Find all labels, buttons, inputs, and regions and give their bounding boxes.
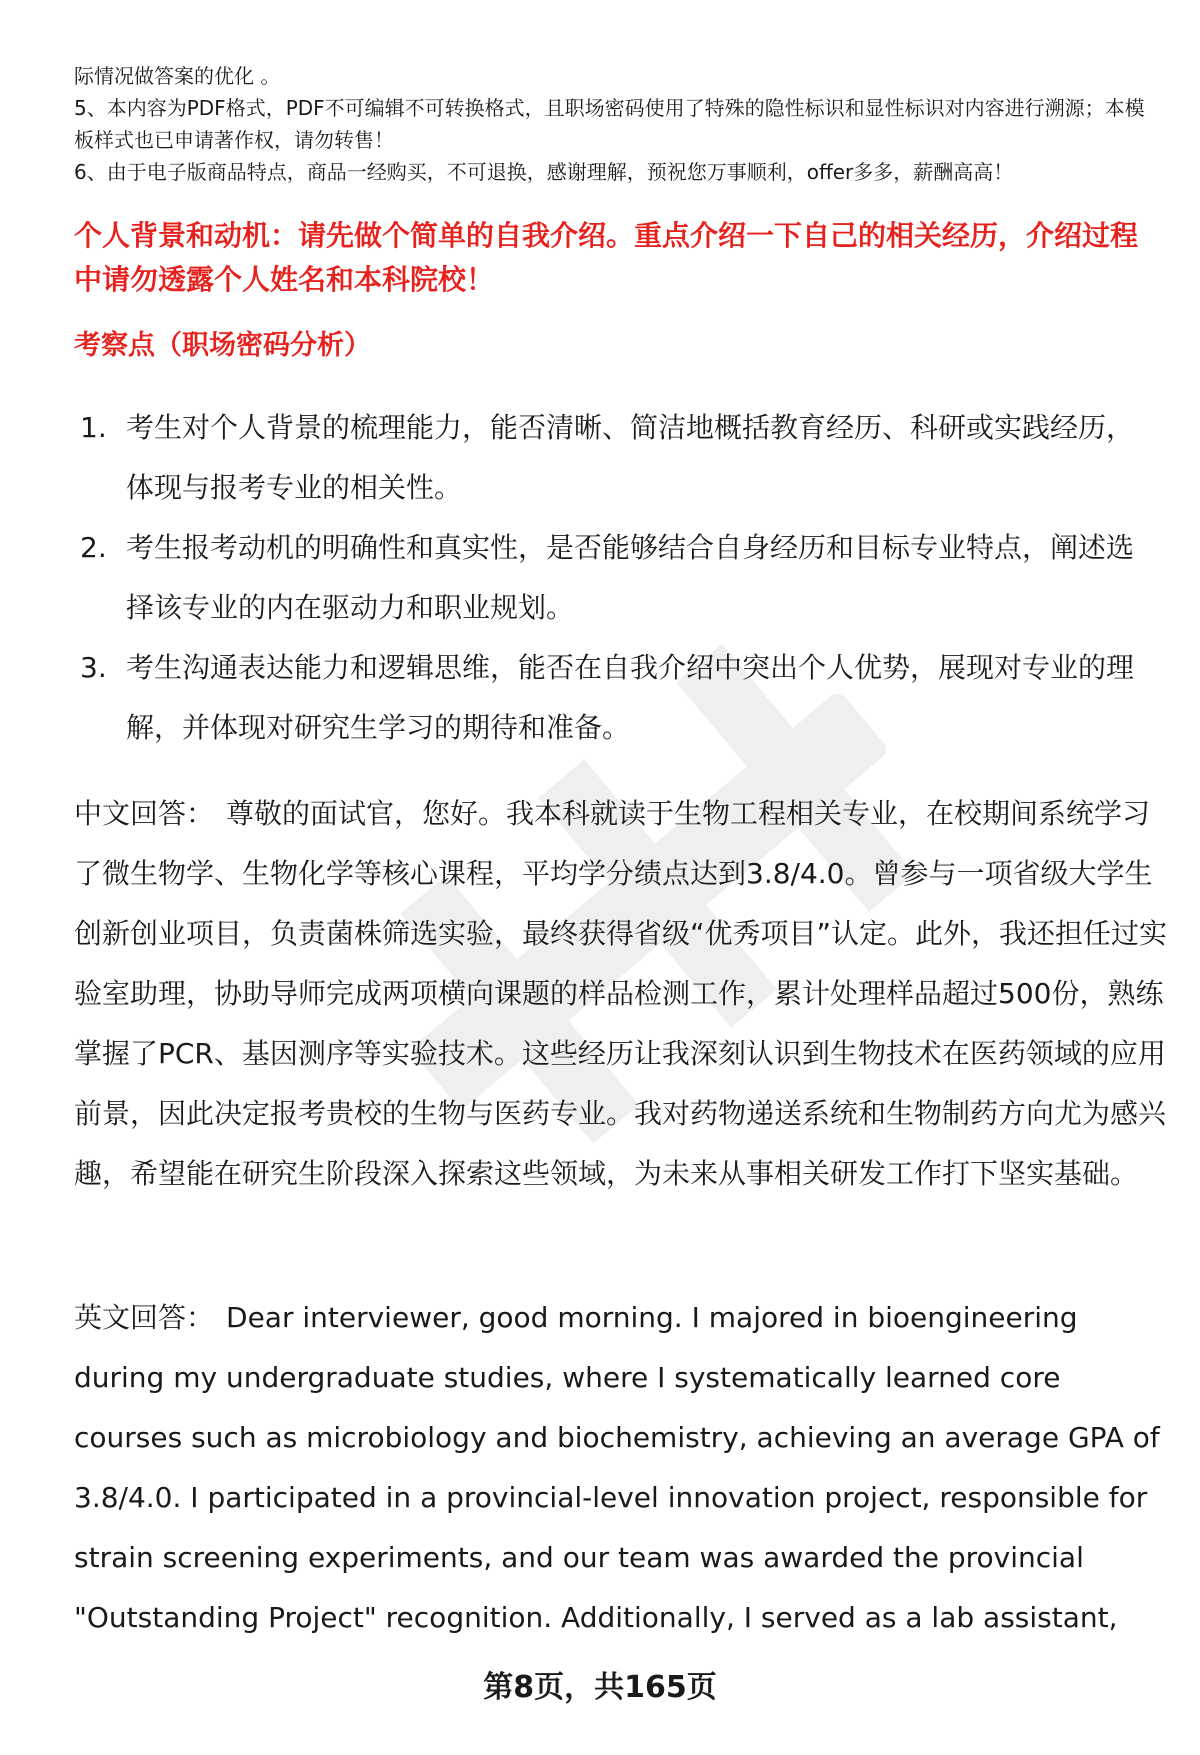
note-line: 际情况做答案的优化 。 — [74, 64, 281, 88]
notes-block — [74, 60, 1164, 188]
section-title: 考察点（职场密码分析） — [74, 330, 371, 361]
list-item-number: 2. — [80, 531, 107, 564]
note-line: 5、本内容为PDF格式，PDF不可编辑不可转换格式，且职场密码使用了特殊的隐性标识和显性标识对内容进行溯源；本模板样式也已申请著作权，请勿转售！ — [74, 96, 1145, 152]
chinese-answer-label: 中文回答： — [74, 797, 215, 830]
english-answer — [74, 1288, 1164, 1648]
list-item-text: 考生报考动机的明确性和真实性，是否能够结合自身经历和目标专业特点，阐述选择该专业的内在驱动力和职业规划。 — [126, 531, 1135, 624]
list-item — [80, 638, 1160, 758]
assessment-points-list — [80, 398, 1160, 758]
english-answer-text: Dear interviewer, good morning. I majored in bioengineering during my undergraduate studies, where I systematically learned core courses such as microbiology and biochemistry, achieving an average GPA of 3.8/4.0. I participated in a provincial-level innovation project, responsible for strain screening experiments, and our team was awarded the provincial "Outstanding Project" recognition. Additionally, I served as a lab assistant, — [74, 1301, 1160, 1634]
list-item — [80, 518, 1160, 638]
list-item-text: 考生沟通表达能力和逻辑思维，能否在自我介绍中突出个人优势，展现对专业的理解，并体现对研究生学习的期待和准备。 — [126, 651, 1135, 744]
chinese-answer-text: 尊敬的面试官，您好。我本科就读于生物工程相关专业，在校期间系统学习了微生物学、生物化学等核心课程，平均学分绩点达到3.8/4.0。曾参与一项省级大学生创新创业项目，负责菌株筛选实验，最终获得省级“优秀项目”认定。此外，我还担任过实验室助理，协助导师完成两项横向课题的样品检测工作，累计处理样品超过500份，熟练掌握了PCR、基因测序等实验技术。这些经历让我深刻认识到生物技术在医药领域的应用前景，因此决定报考贵校的生物与医药专业。我对药物递送系统和生物制药方向尤为感兴趣，希望能在研究生阶段深入探索这些领域，为未来从事相关研发工作打下坚实基础。 — [74, 797, 1168, 1190]
question-heading: 个人背景和动机：请先做个简单的自我介绍。重点介绍一下自己的相关经历，介绍过程中请勿透露个人姓名和本科院校！ — [74, 219, 1139, 296]
chinese-answer — [74, 784, 1169, 1204]
page-number-footer: 第8页，共165页 — [483, 1670, 717, 1705]
list-item-number: 3. — [80, 651, 107, 684]
list-item-text: 考生对个人背景的梳理能力，能否清晰、简洁地概括教育经历、科研或实践经历，体现与报考专业的相关性。 — [126, 411, 1135, 504]
english-answer-label: 英文回答： — [74, 1301, 215, 1334]
list-item — [80, 398, 1160, 518]
list-item-number: 1. — [80, 411, 107, 444]
note-line: 6、由于电子版商品特点，商品一经购买，不可退换，感谢理解，预祝您万事顺利，offer多多，薪酬高高！ — [74, 160, 1014, 184]
